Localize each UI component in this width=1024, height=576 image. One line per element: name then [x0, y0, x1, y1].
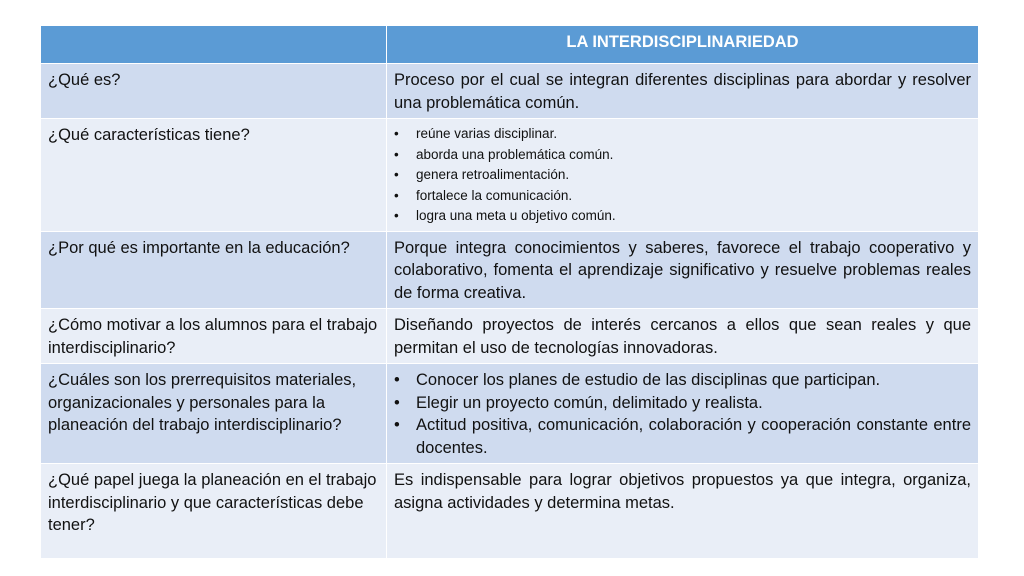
- table-row: [41, 119, 979, 232]
- list-item: • genera retroalimentación.: [416, 165, 971, 186]
- question-cell: ¿Cuáles son los prerrequisitos materiales, organizacionales y personales para la planeación del trabajo interdisciplinario?: [41, 364, 387, 464]
- answer-cell: [387, 119, 979, 232]
- list-item: • aborda una problemática común.: [416, 145, 971, 166]
- characteristics-list: [394, 124, 971, 227]
- table-title: LA INTERDISCIPLINARIEDAD: [387, 26, 979, 64]
- question-cell: ¿Qué es?: [41, 64, 387, 119]
- list-item: • Actitud positiva, comunicación, colaboración y cooperación constante entre docentes.: [416, 414, 971, 459]
- question-cell: ¿Qué papel juega la planeación en el trabajo interdisciplinario y que características debe tener?: [41, 464, 387, 559]
- question-cell: ¿Cómo motivar a los alumnos para el trabajo interdisciplinario?: [41, 309, 387, 364]
- table-row: [41, 309, 979, 364]
- table-row: [41, 464, 979, 559]
- list-item: • fortalece la comunicación.: [416, 186, 971, 207]
- list-item: • Elegir un proyecto común, delimitado y realista.: [416, 392, 971, 415]
- table-row: [41, 364, 979, 464]
- table-header-row: [41, 26, 979, 64]
- answer-cell: Porque integra conocimientos y saberes, favorece el trabajo cooperativo y colaborativo, fomenta el aprendizaje significativo y resuelve problemas reales de forma creativa.: [387, 231, 979, 309]
- prerequisites-list: [394, 369, 971, 459]
- table-row: [41, 64, 979, 119]
- question-cell: ¿Por qué es importante en la educación?: [41, 231, 387, 309]
- question-cell: ¿Qué características tiene?: [41, 119, 387, 232]
- table-row: [41, 231, 979, 309]
- answer-cell: Diseñando proyectos de interés cercanos a ellos que sean reales y que permitan el uso de tecnologías innovadoras.: [387, 309, 979, 364]
- answer-cell: Proceso por el cual se integran diferentes disciplinas para abordar y resolver una problemática común.: [387, 64, 979, 119]
- interdisciplinarity-table: [40, 25, 979, 559]
- answer-cell: [387, 364, 979, 464]
- answer-cell: Es indispensable para lograr objetivos propuestos ya que integra, organiza, asigna actividades y determina metas.: [387, 464, 979, 559]
- list-item: • reúne varias disciplinar.: [416, 124, 971, 145]
- list-item: • Conocer los planes de estudio de las disciplinas que participan.: [416, 369, 971, 392]
- list-item: • logra una meta u objetivo común.: [416, 206, 971, 227]
- header-empty-cell: [41, 26, 387, 64]
